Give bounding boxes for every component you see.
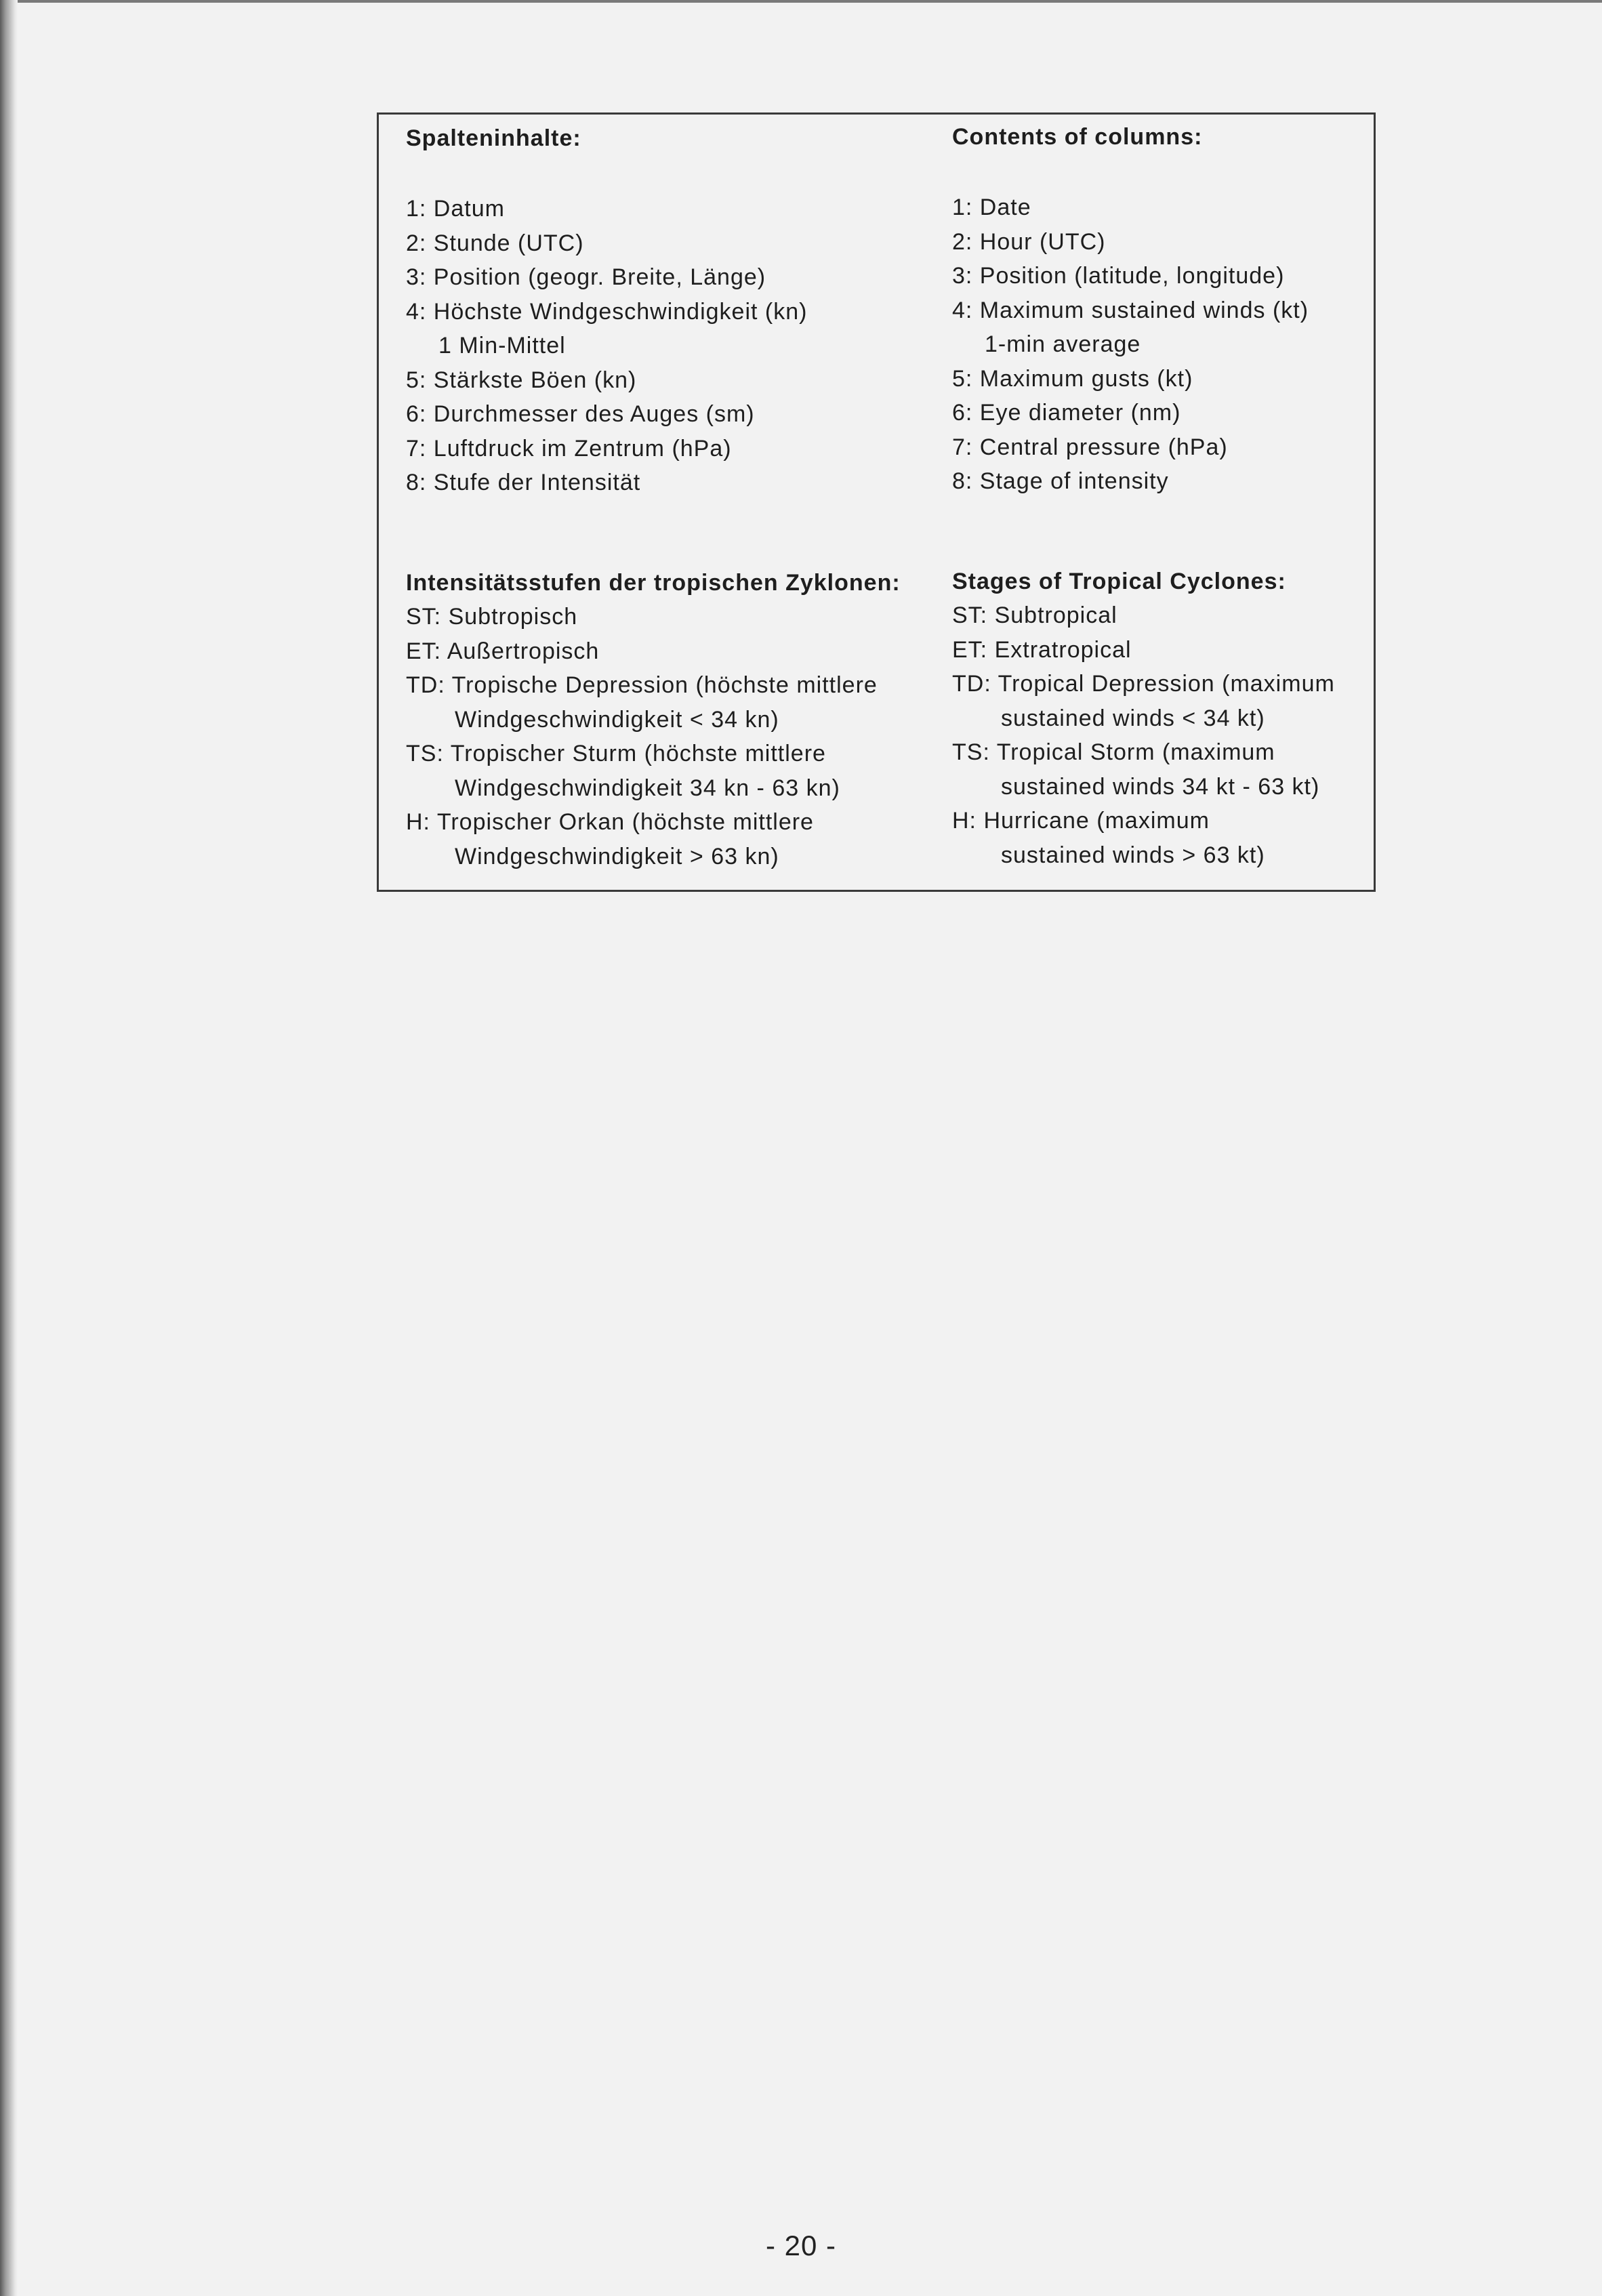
stage-item-continuation: sustained winds < 34 kt) [1001,705,1265,731]
list-item: 8: Stage of intensity [952,468,1169,494]
stage-item: TS: Tropischer Sturm (höchste mittlere [406,741,826,766]
list-item: 6: Durchmesser des Auges (sm) [406,401,755,427]
stage-item: H: Hurricane (maximum [952,808,1210,834]
list-item: 5: Stärkste Böen (kn) [406,367,637,393]
list-item: 4: Maximum sustained winds (kt) [952,297,1309,323]
columns-list-de [406,192,807,500]
stage-item-continuation: Windgeschwindigkeit < 34 kn) [455,706,779,733]
page-number: - 20 - [765,2230,837,2261]
stages-heading-en: Stages of Tropical Cyclones: [952,569,1286,594]
stages-heading-de: Intensitätsstufen der tropischen Zyklonen: [406,570,901,596]
list-item: 5: Maximum gusts (kt) [952,365,1193,392]
stages-list-en [952,598,1335,872]
list-item: 2: Stunde (UTC) [406,230,584,256]
scan-edge-top [0,0,1602,3]
list-item: 3: Position (geogr. Breite, Länge) [406,264,766,290]
stages-list-de [406,600,878,874]
legend-box [377,112,1376,892]
columns-heading-de: Spalteninhalte: [406,125,581,151]
list-item: 4: Höchste Windgeschwindigkeit (kn) [406,298,808,325]
list-item: 1: Datum [406,196,505,222]
list-item: 8: Stufe der Intensität [406,470,641,495]
stage-item: ST: Subtropisch [406,604,578,630]
list-item: 1: Date [952,194,1031,220]
list-item: 7: Luftdruck im Zentrum (hPa) [406,435,732,462]
columns-list-en [952,190,1309,499]
stage-item: ET: Außertropisch [406,638,600,664]
list-item: 6: Eye diameter (nm) [952,400,1181,426]
list-item-continuation: 1-min average [985,331,1141,357]
stage-item: TD: Tropical Depression (maximum [952,671,1335,697]
columns-heading-en: Contents of columns: [952,124,1203,150]
list-item: 3: Position (latitude, longitude) [952,263,1285,289]
list-item-continuation: 1 Min-Mittel [438,333,566,358]
list-item: 7: Central pressure (hPa) [952,434,1228,460]
stage-item-continuation: Windgeschwindigkeit 34 kn - 63 kn) [455,775,840,801]
list-item: 2: Hour (UTC) [952,228,1106,255]
stage-item-continuation: Windgeschwindigkeit > 63 kn) [455,843,779,869]
stage-item: ET: Extratropical [952,636,1132,663]
stage-item: H: Tropischer Orkan (höchste mittlere [406,809,814,835]
scan-edge-left [0,0,18,2296]
stage-item: TS: Tropical Storm (maximum [952,739,1275,765]
stage-item-continuation: sustained winds 34 kt - 63 kt) [1001,773,1320,800]
stage-item: ST: Subtropical [952,602,1117,628]
stage-item-continuation: sustained winds > 63 kt) [1001,842,1265,868]
stage-item: TD: Tropische Depression (höchste mittlere [406,672,878,698]
